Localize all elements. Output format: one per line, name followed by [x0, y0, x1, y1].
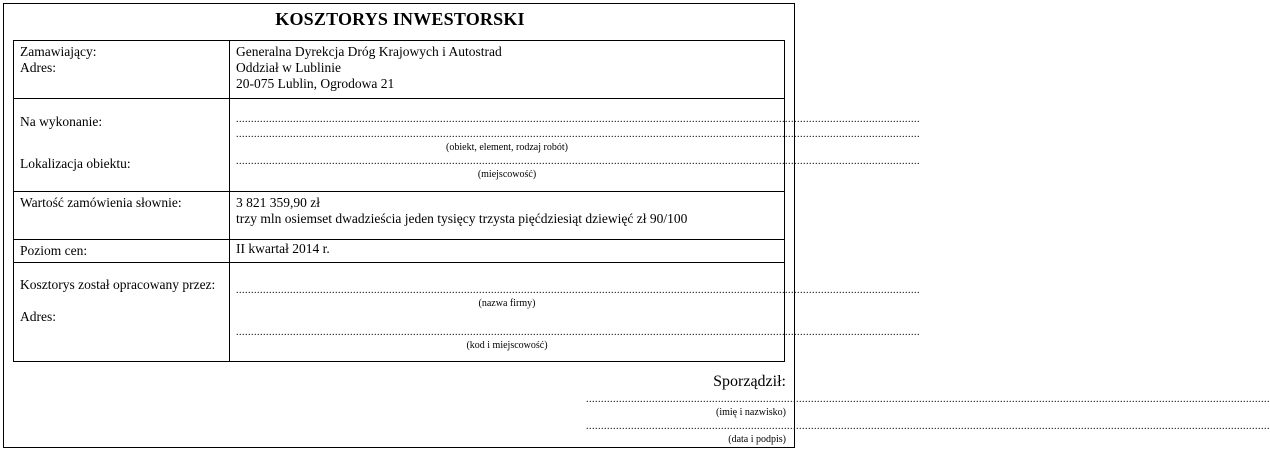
price-level-value: II kwartał 2014 r.	[230, 240, 785, 263]
label-adres: Adres:	[20, 60, 56, 75]
caption-obiekt: (obiekt, element, rodzaj robót)	[446, 142, 568, 153]
dotted-line: ....................................................................................................................................................................................................................................	[236, 114, 920, 125]
caption-miejscowosc: (miejscowość)	[477, 169, 537, 180]
dotted-line: ....................................................................................................................................................................................................................................	[236, 156, 920, 167]
client-address: 20-075 Lublin, Ogrodowa 21	[236, 76, 395, 91]
client-name: Generalna Dyrekcja Dróg Krajowych i Autostrad	[236, 44, 502, 59]
label-cell	[14, 99, 230, 192]
row-wykonanie-lokalizacja	[14, 99, 785, 192]
label-cell	[14, 41, 230, 99]
caption-imie-nazwisko: (imię i nazwisko)	[716, 407, 786, 418]
caption-nazwa-firmy: (nazwa firmy)	[478, 298, 536, 309]
cost-estimate-form	[13, 40, 920, 362]
row-zamawiajacy	[14, 41, 785, 99]
label-lokalizacja: Lokalizacja obiektu:	[20, 156, 131, 171]
amount-words: trzy mln osiemset dwadzieścia jeden tysięcy trzysta pięćdziesiąt dziewięć zł 90/100	[236, 211, 688, 226]
label-na-wykonanie: Na wykonanie:	[20, 114, 103, 129]
dotted-line: ....................................................................................................................................................................................................................................	[586, 421, 1270, 432]
value-cell	[230, 263, 920, 362]
value-cell	[230, 41, 785, 99]
label-poziom-cen: Poziom cen:	[14, 240, 230, 263]
caption-kod-miejscowosc: (kod i miejscowość)	[466, 340, 548, 351]
document-title: KOSZTORYS INWESTORSKI	[275, 9, 525, 29]
label-cell	[14, 263, 230, 362]
caption-data-podpis: (data i podpis)	[728, 434, 786, 445]
value-cell	[230, 192, 785, 240]
dotted-line: ....................................................................................................................................................................................................................................	[586, 394, 1270, 405]
dotted-line: ....................................................................................................................................................................................................................................	[236, 327, 920, 338]
row-opracowany	[14, 263, 785, 362]
row-wartosc	[14, 192, 785, 240]
label-adres-wykonawcy: Adres:	[20, 309, 56, 324]
amount-number: 3 821 359,90 zł	[236, 195, 320, 210]
label-wartosc: Wartość zamówienia słownie:	[14, 192, 230, 240]
label-opracowany: Kosztorys został opracowany przez:	[20, 277, 216, 292]
value-cell	[230, 99, 920, 192]
signature-title: Sporządził:	[713, 373, 786, 390]
client-branch: Oddział w Lublinie	[236, 60, 341, 75]
label-zamawiajacy: Zamawiający:	[20, 44, 97, 59]
dotted-line: ....................................................................................................................................................................................................................................	[236, 285, 920, 296]
dotted-line: ....................................................................................................................................................................................................................................	[236, 129, 920, 140]
signature-block	[586, 372, 1270, 446]
row-poziom-cen	[14, 240, 785, 263]
